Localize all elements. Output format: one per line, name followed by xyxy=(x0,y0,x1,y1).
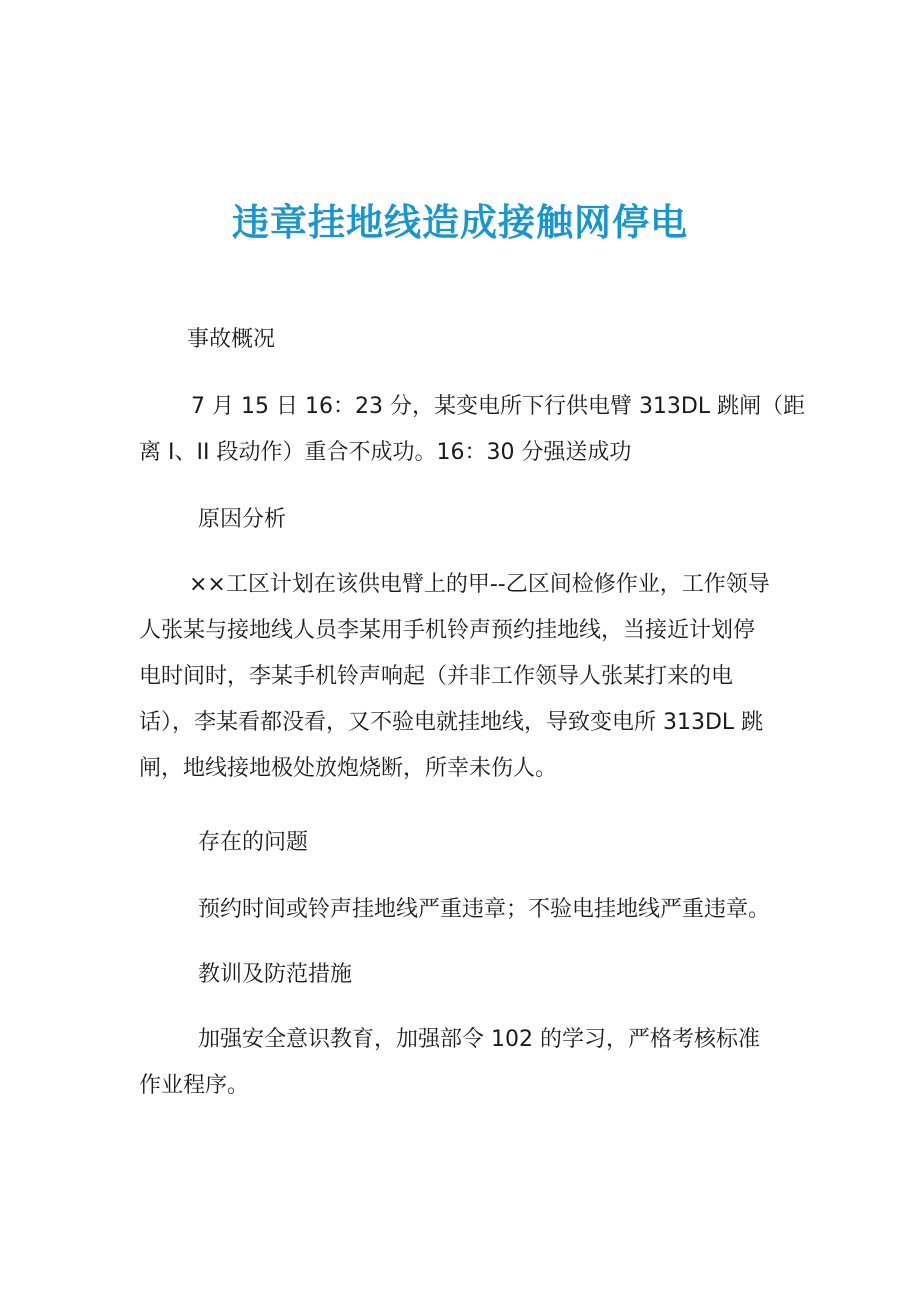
body-line: ××工区计划在该供电臂上的甲--乙区间检修作业，工作领导 xyxy=(189,572,770,597)
section-heading-accident-overview: 事故概况 xyxy=(187,327,276,352)
body-line: 7 月 15 日 16：23 分，某变电所下行供电臂 313DL 跳闸（距 xyxy=(191,394,806,419)
body-line: 话），李某看都没看，又不验电就挂地线，导致变电所 313DL 跳 xyxy=(139,710,764,735)
body-line: 预约时间或铃声挂地线严重违章；不验电挂地线严重违章。 xyxy=(198,897,771,922)
body-line: 离 I、II 段动作）重合不成功。16：30 分强送成功 xyxy=(139,440,632,465)
body-line: 作业程序。 xyxy=(139,1073,250,1098)
section-body-existing-problems xyxy=(139,887,799,933)
section-body-lessons-and-measures xyxy=(139,1017,799,1109)
section-heading-lessons-and-measures: 教训及防范措施 xyxy=(198,962,353,987)
section-heading-cause-analysis: 原因分析 xyxy=(198,507,287,532)
body-line: 电时间时，李某手机铃声响起（并非工作领导人张某打来的电 xyxy=(139,664,734,689)
body-line: 加强安全意识教育，加强部令 102 的学习，严格考核标准 xyxy=(198,1027,760,1052)
section-body-accident-overview xyxy=(139,384,806,476)
section-heading-existing-problems: 存在的问题 xyxy=(198,830,309,855)
section-body-cause-analysis xyxy=(139,562,799,792)
document-title: 违章挂地线造成接触网停电 xyxy=(232,201,688,244)
body-line: 闸，地线接地极处放炮烧断，所幸未伤人。 xyxy=(139,756,558,781)
body-line: 人张某与接地线人员李某用手机铃声预约挂地线，当接近计划停 xyxy=(139,618,756,643)
